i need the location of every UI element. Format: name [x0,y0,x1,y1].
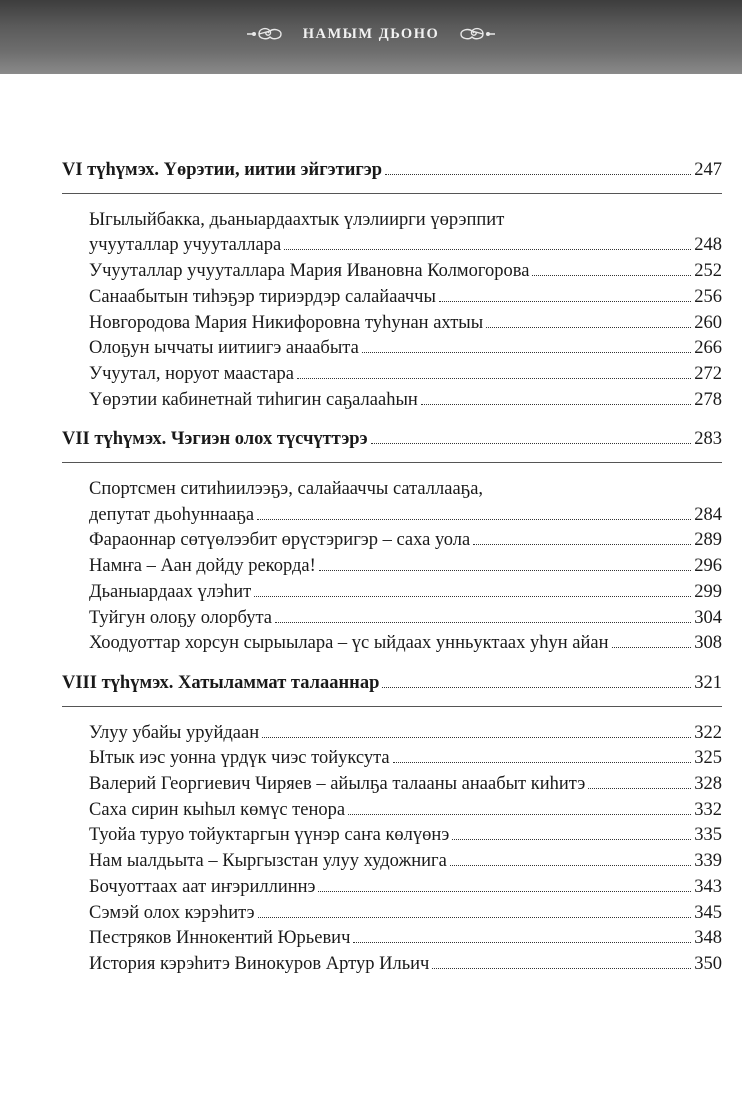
toc-entry-row[interactable] [89,336,722,362]
running-header [0,0,742,74]
entry-title: Бочуоттаах аат иҥэриллиннэ [89,876,316,897]
entry-title: Үөрэтии кабинетнай тиһигин саҕалааһын [89,389,418,410]
dot-leader [284,249,691,250]
entry-title: Фараоннар сөтүөлээбит өрүстэригэр – саха уола [89,530,471,551]
entry-page-number: 252 [694,261,722,282]
toc-entry-row[interactable] [89,823,722,849]
toc-entry-row[interactable] [89,798,722,824]
toc-entry-row[interactable] [89,388,722,414]
entry-page-number: 266 [694,338,722,359]
toc-entries [62,477,722,657]
dot-leader [353,942,691,943]
entry-page-number: 304 [694,607,722,628]
entry-title: учууталлар учууталлара [89,235,282,256]
entry-page-number: 248 [694,235,722,256]
dot-leader [393,762,692,763]
dot-leader [318,891,691,892]
entry-title: Пестряков Иннокентий Юрьевич [89,928,351,949]
dot-leader [362,352,691,353]
chapter-title: VIII түһүмэх. Хатыламмат талааннар [62,672,380,693]
toc-entry-row[interactable] [89,362,722,388]
dot-leader [348,814,691,815]
table-of-contents [62,158,722,992]
toc-entry-row[interactable] [89,311,722,337]
ornament-icon [245,25,285,43]
toc-entry-line: Спортсмен ситиһиилээҕэ, салайааччы саталлааҕа, [89,479,484,500]
dot-leader [486,327,691,328]
entry-page-number: 278 [694,389,722,410]
entry-page-number: 335 [694,825,722,846]
dot-leader [254,596,691,597]
running-header-title: НАМЫМ ДЬОНО [302,25,440,42]
toc-entry-row[interactable] [89,631,722,657]
entry-title: Валерий Георгиевич Чиряев – айылҕа талааны анаабыт киһитэ [89,774,586,795]
entry-title: Учуутал, норуот маастара [89,363,294,384]
dot-leader [588,788,691,789]
dot-leader [257,519,691,520]
entry-page-number: 308 [694,633,722,654]
entry-page-number: 256 [694,286,722,307]
entry-title: Санаабытын тиһэҕэр тириэрдэр салайааччы [89,286,436,307]
toc-chapter-row-wrapper [62,158,722,194]
chapter-title: VII түһүмэх. Чэгиэн олох түсчүттэрэ [62,429,368,450]
toc-entry-row[interactable] [89,875,722,901]
entry-title: Туйгун олоҕу олорбута [89,607,273,628]
entry-title: Сэмэй олох кэрэһитэ [89,902,255,923]
entry-page-number: 339 [694,851,722,872]
toc-section [62,427,722,657]
entry-page-number: 325 [694,748,722,769]
entry-page-number: 289 [694,530,722,551]
entry-page-number: 299 [694,581,722,602]
chapter-title: VI түһүмэх. Үөрэтии, иитии эйгэтигэр [62,160,383,180]
toc-entry-row[interactable] [89,721,722,747]
toc-section [62,671,722,978]
toc-entries [62,208,722,414]
ornament-icon [457,25,497,43]
toc-entry-row[interactable] [89,580,722,606]
entry-title: Новгородова Мария Никифоровна туһунан ахтыы [89,312,484,333]
toc-entry-row[interactable] [89,285,722,311]
dot-leader [532,275,691,276]
entry-title: Нам ыалдьыта – Кыргызстан улуу художнига [89,851,447,872]
toc-entry-row[interactable] [89,528,722,554]
toc-entry-row[interactable] [89,606,722,632]
entry-page-number: 272 [694,363,722,384]
entry-title: Дьаныардаах үлэһит [89,581,252,602]
entry-page-number: 332 [694,799,722,820]
dot-leader [452,839,691,840]
toc-entry-row[interactable] [89,233,722,259]
toc-entry-row[interactable] [89,849,722,875]
entry-title: Улуу убайы уруйдаан [89,722,260,743]
toc-chapter-row-wrapper [62,671,722,707]
toc-entry-row[interactable] [89,554,722,580]
dot-leader [473,544,691,545]
entry-page-number: 343 [694,876,722,897]
entry-page-number: 350 [694,953,722,974]
toc-entry-line: Ыгылыйбакка, дьаныардаахтык үлэлиирги үөрэппит [89,209,505,230]
entry-title: Саха сирин кыһыл көмүс тенора [89,799,346,820]
dot-leader [297,378,691,379]
chapter-page-number: 247 [694,160,722,180]
entry-page-number: 284 [694,504,722,525]
entry-page-number: 348 [694,928,722,949]
toc-chapter-row[interactable] [62,427,722,453]
entry-title: Намҥа – Аан дойду рекорда! [89,556,316,577]
dot-leader [450,865,691,866]
entry-title: депутат дьоһуннааҕа [89,504,255,525]
dot-leader [439,301,691,302]
entry-title: Хоодуоттар хорсун сырыылара – үс ыйдаах унньуктаах уһун айан [89,633,609,654]
toc-entry-row[interactable] [89,952,722,978]
toc-entry-row[interactable] [89,901,722,927]
toc-section [62,158,722,413]
chapter-page-number: 321 [694,672,722,693]
toc-chapter-row[interactable] [62,158,722,184]
running-header-inner [245,25,498,43]
dot-leader [262,737,691,738]
entry-page-number: 260 [694,312,722,333]
entry-title: Ытык иэс уонна үрдүк чиэс тойуксута [89,748,390,769]
entry-page-number: 328 [694,774,722,795]
dot-leader [371,443,692,444]
toc-entry-row[interactable] [89,772,722,798]
toc-entry-row[interactable] [89,746,722,772]
dot-leader [432,968,691,969]
toc-entry-row[interactable] [89,926,722,952]
toc-chapter-row-wrapper [62,427,722,463]
toc-entries [62,721,722,978]
entry-title: Учууталлар учууталлара Мария Ивановна Колмогорова [89,261,530,282]
toc-chapter-row[interactable] [62,671,722,697]
chapter-page-number: 283 [694,429,722,450]
dot-leader [385,174,691,175]
dot-leader [421,404,691,405]
dot-leader [612,647,692,648]
dot-leader [319,570,691,571]
entry-title: Туойа туруо тойуктаргын үүнэр саҥа көлүөнэ [89,825,450,846]
entry-page-number: 345 [694,902,722,923]
toc-entry-row[interactable] [89,259,722,285]
entry-page-number: 296 [694,556,722,577]
dot-leader [258,917,692,918]
dot-leader [275,622,691,623]
entry-title: История кэрэһитэ Винокуров Артур Ильич [89,953,430,974]
entry-title: Олоҕун ыччаты иитиигэ анаабыта [89,338,359,359]
dot-leader [382,687,691,688]
entry-page-number: 322 [694,722,722,743]
toc-entry-row[interactable] [89,503,722,529]
